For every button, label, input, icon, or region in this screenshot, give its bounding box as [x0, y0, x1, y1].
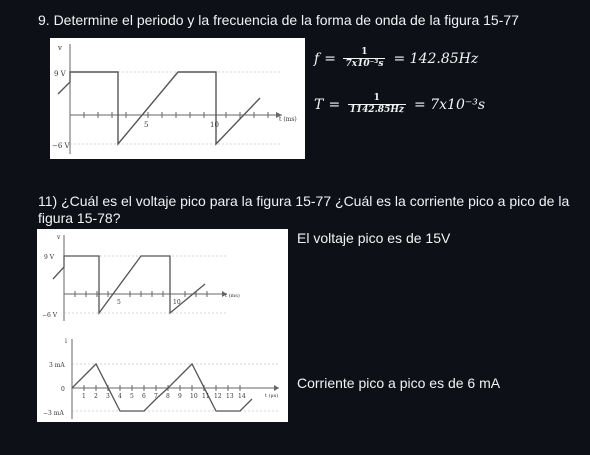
i-neg-label: −3 mA	[43, 410, 64, 417]
i-tick-label: 13	[226, 393, 234, 400]
i-tick-label: 9	[178, 393, 182, 400]
eq-f-result: = 142.85Hz	[393, 51, 479, 67]
eq-t-denominator: 1142.85Hz	[349, 105, 404, 115]
i-tick-label: 1	[82, 393, 86, 400]
answer-peak-to-peak-current: Corriente pico a pico es de 6 mA	[297, 375, 501, 391]
tick-10-label: 10	[210, 121, 219, 129]
i-tick-label: 14	[238, 393, 246, 400]
v-axis-label: v	[57, 234, 61, 241]
question-9: 9. Determine el periodo y la frecuencia de la forma de onda de la figura 15-77	[38, 12, 519, 28]
v-neg-label: −6 V	[52, 142, 70, 150]
question-11: 11) ¿Cuál es el voltaje pico para la figura 15-77 ¿Cuál es la corriente pico a pico de la figura 15-78?	[38, 193, 570, 226]
eq-f-denominator: 7x10⁻³s	[345, 59, 384, 69]
i-tick-label: 6	[142, 393, 146, 400]
voltage-waveform-line	[53, 256, 205, 313]
voltage-current-graphs	[37, 229, 288, 422]
v-axis-label: v	[58, 44, 62, 52]
eq-t-result: = 7x10⁻³s	[414, 97, 486, 113]
figure-15-77-15-78-waveforms	[37, 229, 288, 422]
frequency-equation: f = $\frac{1}{\text{7x10⁻³s}}$ = 142.85Hz	[314, 47, 479, 69]
tick-10-label: 10	[173, 299, 181, 306]
eq-f-numerator: 1	[361, 47, 368, 57]
eq-t-numerator: 1	[373, 93, 380, 103]
t-unit-label: t (ms)	[225, 293, 240, 299]
i-pos-label: 3 mA	[49, 362, 65, 369]
i-tick-label: 8	[166, 393, 170, 400]
eq-t-lhs: T	[314, 97, 324, 113]
v-pos-label: 9 V	[54, 70, 66, 78]
i-tick-label: 2	[94, 393, 98, 400]
i-tick-label: 5	[130, 393, 134, 400]
tick-5-label: 5	[144, 121, 149, 129]
figure-15-77-voltage-waveform	[50, 38, 305, 159]
i-unit-label: t (μs)	[265, 393, 279, 399]
i-tick-label: 7	[154, 393, 158, 400]
answer-peak-voltage: El voltaje pico es de 15V	[297, 230, 451, 246]
period-equation: T = $\frac{1}{1142.85Hz}$ = 7x10⁻³s	[314, 93, 486, 115]
t-unit-label: t (ms)	[279, 116, 297, 123]
voltage-waveform-graph	[50, 38, 305, 159]
i-tick-label: 12	[214, 393, 222, 400]
i-tick-label: 4	[118, 393, 122, 400]
v-pos-label: 9 V	[44, 254, 55, 261]
v-neg-label: −6 V	[42, 312, 58, 319]
i-tick-label: 3	[106, 393, 110, 400]
i-zero-label: 0	[61, 386, 65, 393]
voltage-waveform-line	[58, 72, 260, 144]
i-axis-label: i	[65, 338, 67, 345]
tick-5-label: 5	[117, 299, 121, 306]
eq-f-lhs: f	[314, 51, 320, 67]
i-tick-label: 10	[190, 393, 198, 400]
i-tick-label: 11	[202, 393, 210, 400]
